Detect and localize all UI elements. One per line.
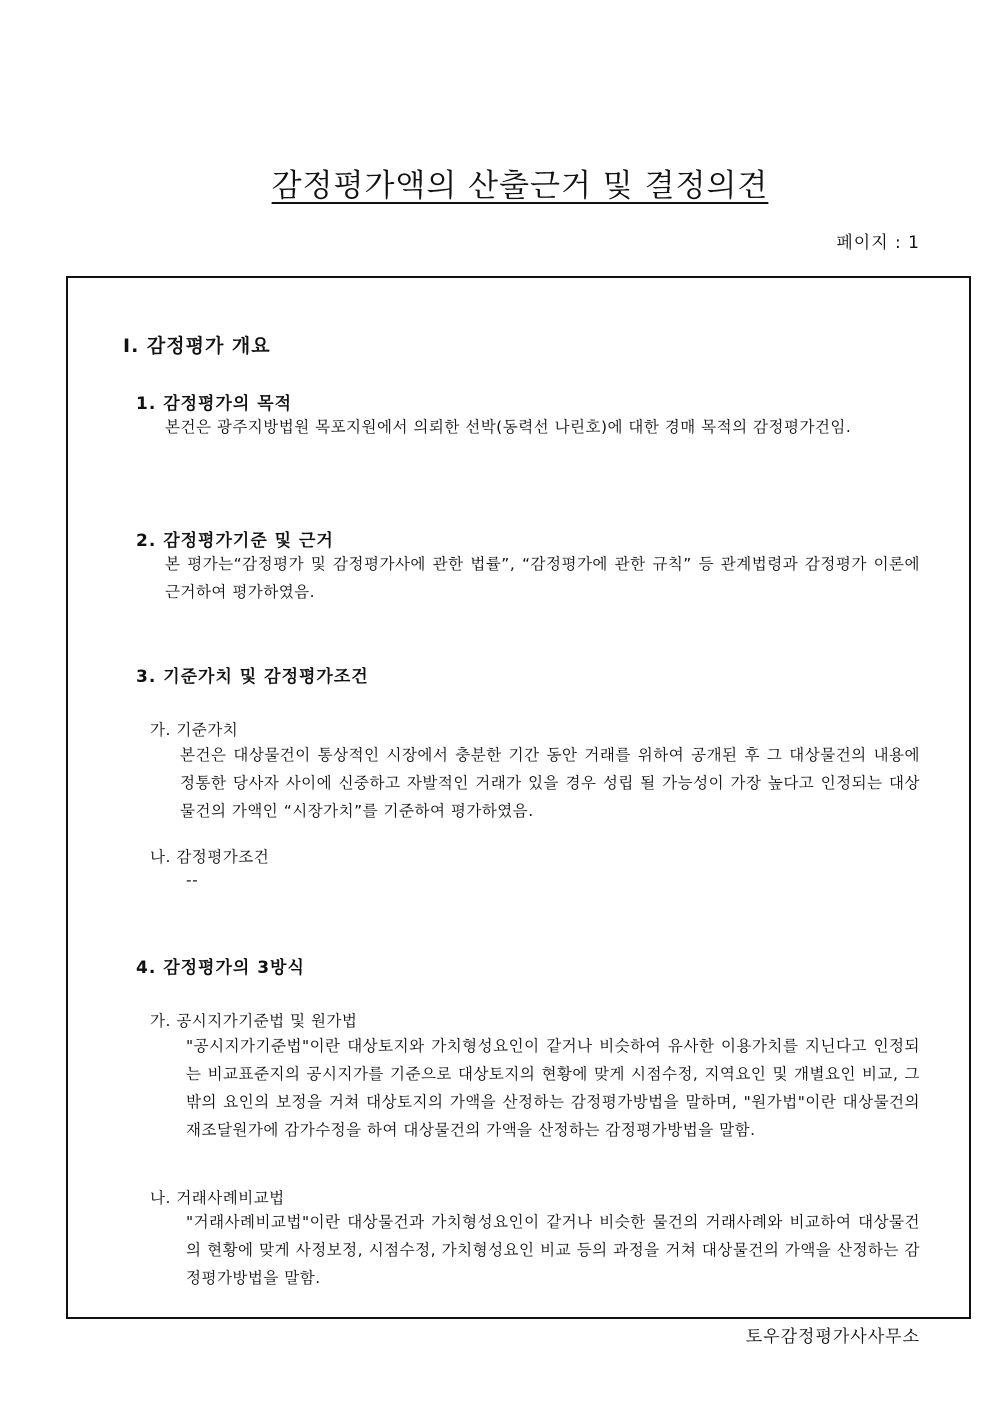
subheading-sales-comparison: 나. 거래사례비교법 — [150, 1189, 285, 1207]
footer-office-name: 토우감정평가사사무소 — [745, 1327, 920, 1347]
paragraph-sales-comparison: "거래사례비교법"이란 대상물건과 가치형성요인이 같거나 비슷한 물건의 거래사례와 비교하여 대상물건의 현황에 맞게 사정보정, 시점수정, 가치형성요인 비교 등의 과정을 거쳐 대상물건의 가액을 산정하는 감정평가방법을 말함. — [186, 1213, 920, 1287]
heading-value-basis: 3. 기준가치 및 감정평가조건 — [136, 667, 369, 687]
paragraph-land-price-method: "공시지가기준법"이란 대상토지와 가치형성요인이 같거나 비슷하여 유사한 이용가치를 지닌다고 인정되는 비교표준지의 공시지가를 기준으로 대상토지의 현황에 맞게 시점수정, 지역요인 및 개별요인 비교, 그 밖의 요인의 보정을 거쳐 대상토지의 가액을 산정하는 감정평가방법을 말하며, "원가법"이란 대상물건의 재조달원가에 감가수정을 하여 대상물건의 가액을 산정하는 감정평가방법을 말함. — [186, 1037, 920, 1139]
paragraph-standard-value: 본건은 대상물건이 통상적인 시장에서 충분한 기간 동안 거래를 위하여 공개된 후 그 대상물건의 내용에 정통한 당사자 사이에 신중하고 자발적인 거래가 있을 경우 성립 될 가능성이 가장 높다고 인정되는 대상물건의 가액인 “시장가치”를 기준하여 평가하였음. — [180, 746, 920, 820]
heading-purpose: 1. 감정평가의 목적 — [136, 394, 293, 414]
paragraph-basis: 본 평가는“감정평가 및 감정평가사에 관한 법률”, “감정평가에 관한 규칙” 등 관계법령과 감정평가 이론에 근거하여 평가하였음. — [165, 555, 920, 601]
heading-three-methods: 4. 감정평가의 3방식 — [136, 958, 305, 978]
document-title: 감정평가액의 산출근거 및 결정의견 — [271, 168, 769, 204]
subheading-land-price-method: 가. 공시지가기준법 및 원가법 — [150, 1012, 358, 1030]
paragraph-purpose: 본건은 광주지방법원 목포지원에서 의뢰한 선박(동력선 나린호)에 대한 경매 목적의 감정평가건임. — [165, 418, 852, 436]
paragraph-appraisal-conditions: -- — [186, 871, 199, 889]
section-heading-overview: Ⅰ. 감정평가 개요 — [123, 335, 271, 357]
subheading-appraisal-conditions: 나. 감정평가조건 — [150, 848, 270, 866]
heading-basis: 2. 감정평가기준 및 근거 — [136, 531, 334, 551]
subheading-standard-value: 가. 기준가치 — [150, 721, 239, 739]
page-number: 페이지 : 1 — [836, 233, 920, 253]
